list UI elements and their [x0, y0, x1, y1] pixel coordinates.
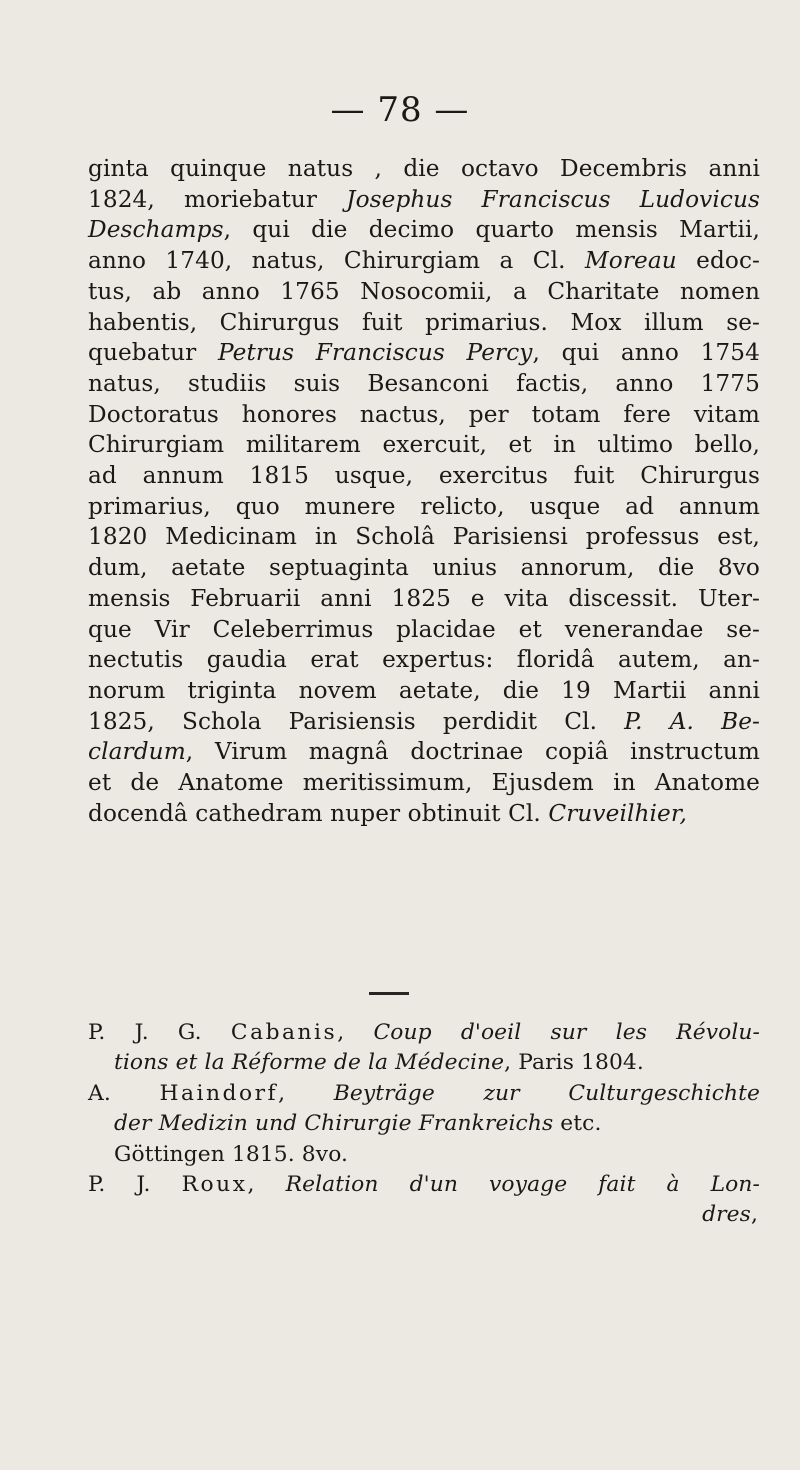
text-line: 1820 Medicinam in Scholâ Parisiensi professus est, [88, 523, 760, 551]
text-line: tus, ab anno 1765 Nosocomii, a Charitate nomen [88, 277, 760, 305]
italic-name: Relation d'un voyage fait à Lon- [285, 1172, 761, 1198]
italic-name: Josephus Franciscus Ludovicus [346, 185, 760, 213]
text-line: docendâ cathedram nuper obtinuit Cl. Cruveilhier, [88, 799, 687, 827]
bibliography-entry [88, 1079, 760, 1170]
italic-name: der Medizin und Chirurgie Frankreichs [114, 1111, 554, 1137]
bibliography-line: tions et la Réforme de la Médecine, Paris 1804. [114, 1050, 644, 1076]
text-line: habentis, Chirurgus fuit primarius. Mox illum se- [88, 308, 760, 336]
text-line: ad annum 1815 usque, exercitus fuit Chirurgus [88, 462, 760, 490]
author-name: Roux [181, 1172, 248, 1198]
text-line: primarius, quo munere relicto, usque ad annum [88, 492, 760, 520]
bibliography-line: Göttingen 1815. 8vo. [114, 1141, 349, 1167]
text-line: Chirurgiam militarem exercuit, et in ultimo bello, [88, 431, 760, 459]
text-line: Doctoratus honores nactus, per totam fere vitam [88, 400, 760, 428]
bibliography-line: dres, [702, 1202, 758, 1228]
italic-name: Deschamps [88, 216, 224, 244]
bibliography-list [88, 1018, 760, 1231]
text-line: 1824, moriebatur Josephus Franciscus Ludovicus [88, 185, 760, 213]
italic-name: dres [702, 1202, 751, 1228]
italic-name: Petrus Franciscus Percy [218, 339, 533, 367]
italic-name: tions et la Réforme de la Médecine [114, 1050, 505, 1076]
bibliography-entry [88, 1018, 760, 1079]
text-line: quebatur Petrus Franciscus Percy, qui anno 1754 [88, 339, 760, 367]
section-divider [369, 992, 409, 995]
text-line: norum triginta novem aetate, die 19 Martii anni [88, 676, 760, 704]
text-line: dum, aetate septuaginta unius annorum, die 8vo [88, 554, 760, 582]
bibliography-line: A. Haindorf, Beyträge zur Culturgeschichte [88, 1080, 760, 1106]
text-line: et de Anatome meritissimum, Ejusdem in Anatome [88, 769, 760, 797]
text-line: anno 1740, natus, Chirurgiam a Cl. Moreau edoc- [88, 247, 760, 275]
italic-name: clardum [88, 738, 186, 766]
page-number: — 78 — [330, 90, 470, 130]
author-name: Haindorf [159, 1080, 279, 1106]
author-name: Cabanis [230, 1020, 338, 1045]
text-line: 1825, Schola Parisiensis perdidit Cl. P. A. Be- [88, 707, 760, 735]
italic-name: Coup d'oeil sur les Révolu- [373, 1020, 761, 1045]
bibliography-line: P. J. G. Cabanis, Coup d'oeil sur les Révolu- [88, 1020, 761, 1045]
text-line: Deschamps, qui die decimo quarto mensis Martii, [88, 216, 760, 244]
italic-name: Cruveilhier, [548, 799, 687, 827]
italic-name: P. A. Be- [624, 707, 760, 735]
text-line: ginta quinque natus , die octavo Decembris anni [88, 155, 760, 182]
text-line: mensis Februarii anni 1825 e vita discessit. Uter- [88, 584, 760, 612]
main-paragraph [88, 154, 760, 829]
bibliography-line: P. J. Roux, Relation d'un voyage fait à Lon- [88, 1172, 761, 1198]
italic-name: Moreau [584, 247, 677, 275]
text-line: clardum, Virum magnâ doctrinae copiâ instructum [88, 738, 760, 766]
italic-name: Beyträge zur Culturgeschichte [333, 1080, 760, 1106]
text-line: que Vir Celeberrimus placidae et venerandae se- [88, 615, 760, 643]
bibliography-entry [88, 1170, 760, 1231]
text-line: nectutis gaudia erat expertus: floridâ autem, an- [88, 646, 760, 674]
text-line: natus, studiis suis Besanconi factis, anno 1775 [88, 369, 760, 397]
bibliography-line: der Medizin und Chirurgie Frankreichs etc. [114, 1111, 602, 1137]
